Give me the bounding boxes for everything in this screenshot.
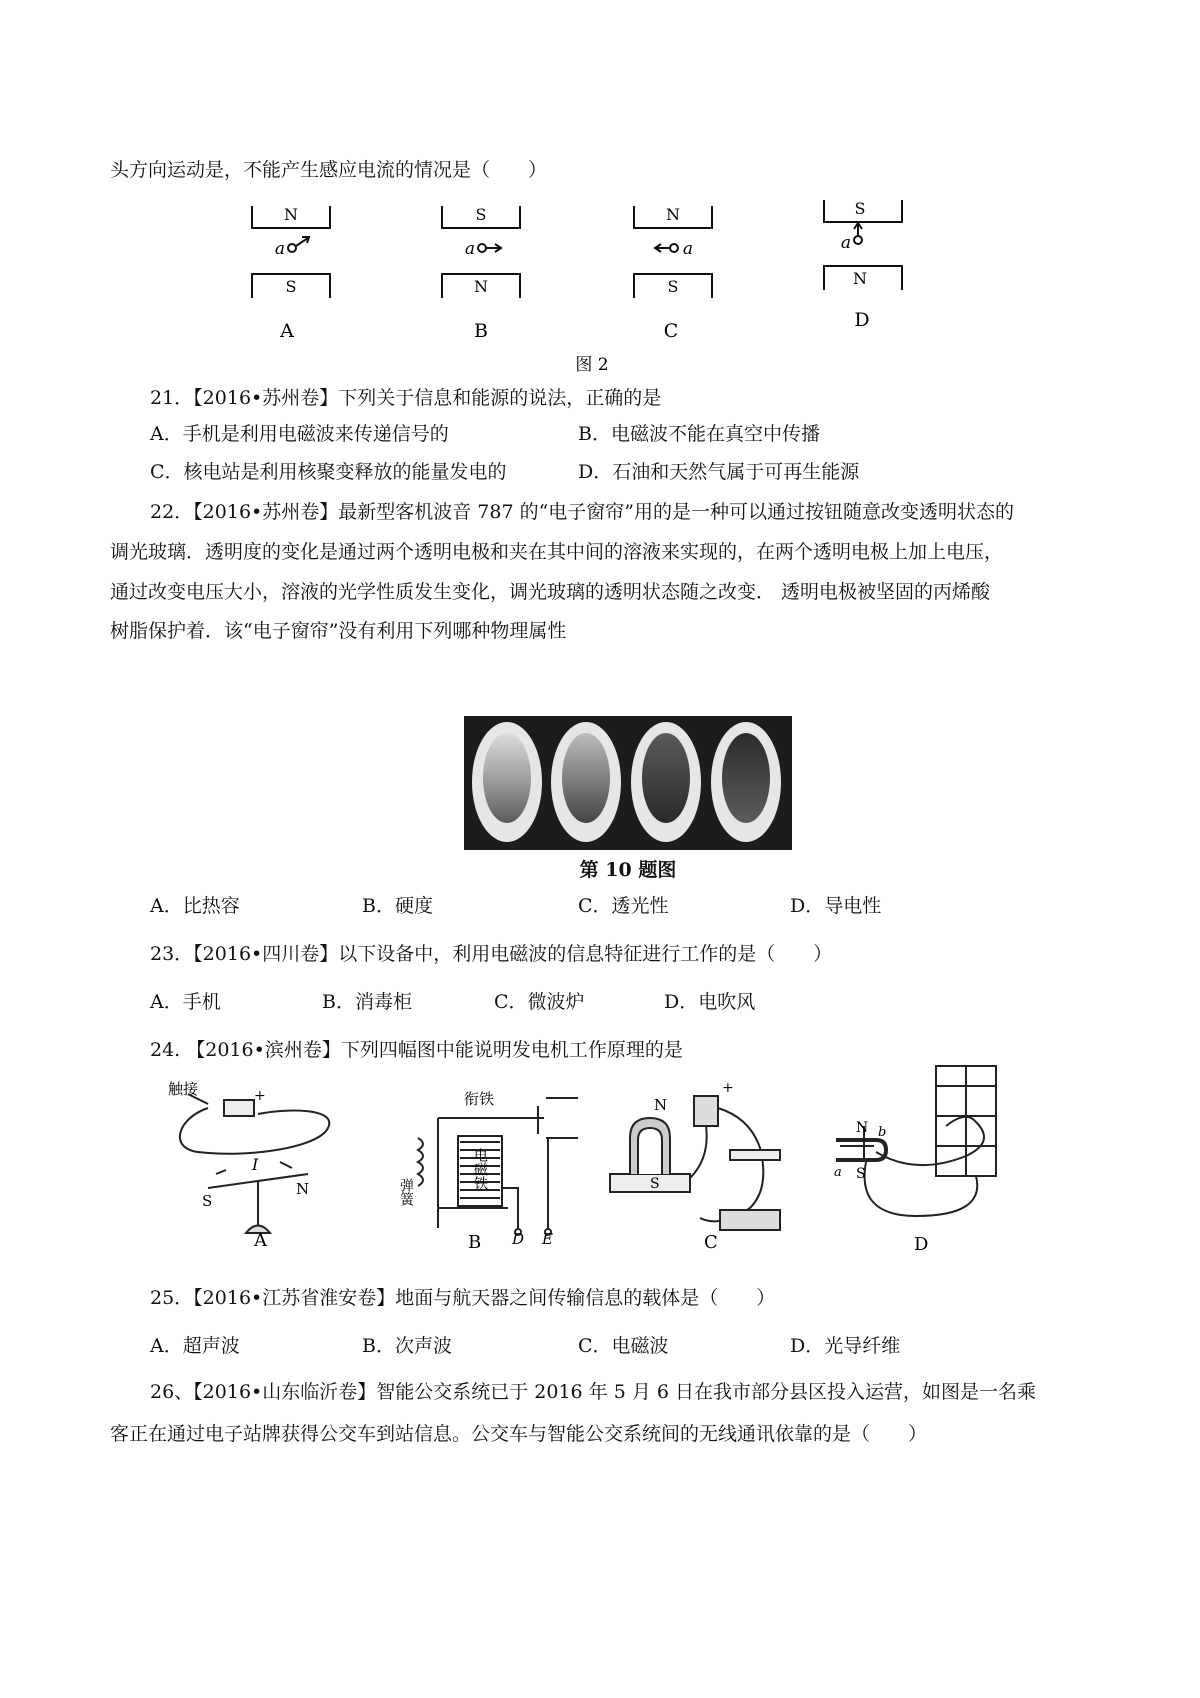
fig-b-spring: 弹簧: [398, 1178, 414, 1206]
fig2-a-bottom: S: [285, 277, 297, 296]
q21-option-b: B．电磁波不能在真空中传播: [578, 423, 820, 445]
fig2-d-top: S: [854, 199, 866, 218]
q22-figure-caption: 第 10 题图: [579, 859, 677, 881]
fig2-d-wire: a: [840, 233, 852, 253]
fig2-caption: 图 2: [575, 355, 609, 375]
fig2-c-bottom: S: [667, 277, 679, 296]
fig-d-b: b: [878, 1125, 887, 1140]
q24-figure-b: [398, 1078, 608, 1253]
q22-line-2: 调光玻璃．透明度的变化是通过两个透明电极和夹在其中间的溶液来实现的，在两个透明电极上加上电压，: [110, 541, 1004, 563]
q22-line-3: 通过改变电压大小，溶液的光学性质发生变化，调光玻璃的透明状态随之改变． 透明电极被坚固的丙烯酸: [110, 581, 991, 603]
q26-line-2: 客正在通过电子站牌获得公交车到站信息。公交车与智能公交系统间的无线通讯依靠的是（ ）: [110, 1423, 928, 1445]
fig-c-label: C: [704, 1232, 718, 1253]
q23-option-d: D．电吹风: [664, 991, 756, 1013]
q24-figure-c: [610, 1078, 820, 1253]
fig2-a-top: N: [284, 205, 298, 224]
fig2-a-label: A: [280, 320, 294, 342]
q22-option-d: D．导电性: [790, 895, 882, 917]
fig-a-touch: 触接: [168, 1080, 199, 1098]
fig2-c-label: C: [663, 320, 679, 342]
q25-stem: 25．【2016•江苏省淮安卷】地面与航天器之间传输信息的载体是（ ）: [150, 1287, 776, 1309]
fig-d-label: D: [914, 1234, 929, 1255]
q24-figure-d: [826, 1066, 1026, 1255]
fig-a-s: S: [202, 1192, 213, 1210]
q21-option-d: D．石油和天然气属于可再生能源: [578, 461, 860, 483]
fig-a-n: N: [296, 1180, 310, 1198]
fig-d-a: a: [834, 1165, 842, 1180]
q22-option-b: B．硬度: [362, 895, 433, 917]
q22-line-4: 树脂保护着．该“电子窗帘”没有利用下列哪种物理属性: [110, 620, 567, 642]
fig-c-s: S: [650, 1176, 660, 1192]
fig-b-magnet: 电磁铁: [472, 1148, 488, 1190]
fig2-c-wire: a: [682, 239, 694, 259]
q23-option-b: B．消毒柜: [322, 991, 412, 1013]
fig2-b-wire: a: [464, 239, 476, 259]
q25-option-b: B．次声波: [362, 1335, 452, 1357]
q22-line-1: 22．【2016•苏州卷】最新型客机波音 787 的“电子窗帘”用的是一种可以通过按钮随意改变透明状态的: [150, 501, 1015, 523]
fig2-d-label: D: [854, 309, 870, 331]
fig-a-current: I: [252, 1155, 259, 1174]
q23-option-c: C．微波炉: [494, 991, 585, 1013]
q25-option-d: D．光导纤维: [790, 1335, 901, 1357]
q23-option-a: A．手机: [150, 991, 221, 1013]
fig-a-plus: +: [254, 1088, 266, 1104]
q23-stem: 23．【2016•四川卷】以下设备中，利用电磁波的信息特征进行工作的是（ ）: [150, 943, 833, 965]
q22-option-a: A．比热容: [150, 895, 240, 917]
q21-option-c: C．核电站是利用核聚变释放的能量发电的: [150, 461, 507, 483]
fig-b-label: B: [468, 1232, 482, 1253]
fig-a-label: A: [254, 1230, 267, 1251]
q21-option-a: A．手机是利用电磁波来传递信号的: [150, 423, 449, 445]
q25-option-c: C．电磁波: [578, 1335, 669, 1357]
q24-figure-a: [168, 1078, 378, 1251]
fig-d-n: N: [856, 1120, 869, 1136]
fig2-d-bottom: N: [853, 269, 867, 288]
fig-d-s: S: [856, 1166, 866, 1182]
fig2-b-top: S: [475, 205, 487, 224]
fig2-b-label: B: [474, 320, 488, 342]
fig-b-e: E: [542, 1230, 553, 1248]
q22-option-c: C．透光性: [578, 895, 669, 917]
q26-line-1: 26、【2016•山东临沂卷】智能公交系统已于 2016 年 5 月 6 日在我市部分县区投入运营，如图是一名乘: [150, 1381, 1037, 1403]
fig-b-armature: 衔铁: [464, 1090, 495, 1108]
fig2-a-wire: a: [274, 239, 286, 259]
figure-2-magnets: [230, 200, 950, 380]
electronic-curtain-photo: [464, 716, 792, 850]
fig2-b-bottom: N: [474, 277, 488, 296]
fig-b-d: D: [512, 1230, 525, 1248]
q24-stem: 24. 【2016•滨州卷】下列四幅图中能说明发电机工作原理的是: [150, 1039, 683, 1061]
q25-option-a: A．超声波: [150, 1335, 240, 1357]
fig-c-plus: +: [722, 1080, 734, 1096]
intro-line: 头方向运动是，不能产生感应电流的情况是（ ）: [110, 159, 548, 181]
fig-c-n: N: [654, 1096, 668, 1114]
q21-stem: 21．【2016•苏州卷】下列关于信息和能源的说法，正确的是: [150, 387, 662, 409]
fig2-c-top: N: [666, 205, 680, 224]
